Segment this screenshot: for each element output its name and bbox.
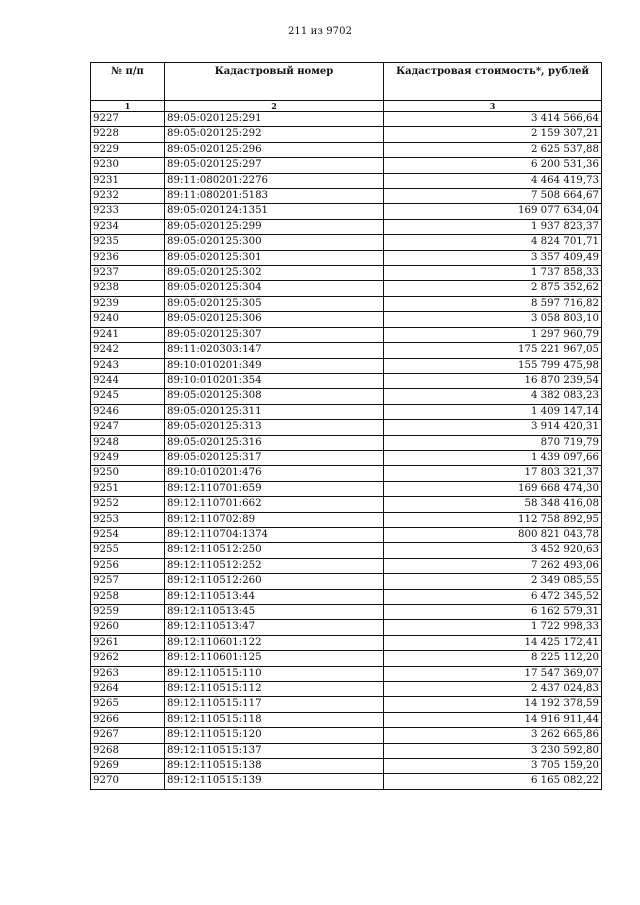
cadastral-number-cell: 89:11:020303:147 [165,343,384,358]
cadastral-number-cell: 89:12:110515:117 [165,697,384,712]
table-row [91,450,602,465]
cadastral-number-cell: 89:05:020125:317 [165,450,384,465]
cadastral-cost-cell: 1 409 147,14 [384,404,602,419]
table-row [91,235,602,250]
row-number-cell: 9266 [91,712,165,727]
table-row [91,204,602,219]
cadastral-cost-cell: 3 357 409,49 [384,250,602,265]
table-row [91,404,602,419]
cadastral-number-cell: 89:12:110512:260 [165,574,384,589]
column-number-row [91,101,602,112]
row-number-cell: 9265 [91,697,165,712]
row-number-cell: 9247 [91,420,165,435]
table-row [91,728,602,743]
row-number-cell: 9261 [91,635,165,650]
table-row [91,666,602,681]
cadastral-number-cell: 89:12:110513:45 [165,605,384,620]
cadastral-cost-cell: 4 824 701,71 [384,235,602,250]
cadastral-cost-cell: 6 162 579,31 [384,605,602,620]
cadastral-number-cell: 89:12:110513:47 [165,620,384,635]
table-row [91,343,602,358]
cadastral-number-cell: 89:12:110515:120 [165,728,384,743]
cadastral-cost-cell: 2 349 085,55 [384,574,602,589]
row-number-cell: 9240 [91,312,165,327]
table-row [91,774,602,789]
cadastral-cost-cell: 2 875 352,62 [384,281,602,296]
cadastral-value-table [90,62,602,790]
table-header-row [91,63,602,101]
row-number-cell: 9252 [91,497,165,512]
cadastral-number-cell: 89:12:110515:139 [165,774,384,789]
cadastral-cost-cell: 3 262 665,86 [384,728,602,743]
cadastral-cost-cell: 1 937 823,37 [384,219,602,234]
cadastral-number-cell: 89:05:020125:292 [165,127,384,142]
cadastral-cost-cell: 1 297 960,79 [384,327,602,342]
cadastral-number-cell: 89:11:080201:2276 [165,173,384,188]
cadastral-cost-cell: 7 262 493,06 [384,558,602,573]
row-number-cell: 9241 [91,327,165,342]
row-number-cell: 9262 [91,651,165,666]
cadastral-number-cell: 89:12:110515:118 [165,712,384,727]
cadastral-cost-cell: 112 758 892,95 [384,512,602,527]
cadastral-cost-cell: 6 165 082,22 [384,774,602,789]
cadastral-cost-cell: 155 799 475,98 [384,358,602,373]
table-row [91,497,602,512]
cadastral-number-cell: 89:05:020125:316 [165,435,384,450]
table-row [91,142,602,157]
cadastral-cost-cell: 3 452 920,63 [384,543,602,558]
row-number-cell: 9254 [91,527,165,542]
header-row-number: № п/п [91,63,165,101]
cadastral-number-cell: 89:05:020125:301 [165,250,384,265]
row-number-cell: 9229 [91,142,165,157]
cadastral-cost-cell: 3 705 159,20 [384,759,602,774]
cadastral-number-cell: 89:05:020125:291 [165,112,384,127]
table-row [91,574,602,589]
cadastral-number-cell: 89:05:020125:313 [165,420,384,435]
table-row [91,266,602,281]
row-number-cell: 9235 [91,235,165,250]
cadastral-number-cell: 89:05:020124:1351 [165,204,384,219]
table-row [91,620,602,635]
table-row [91,558,602,573]
cadastral-number-cell: 89:05:020125:302 [165,266,384,281]
table-row [91,219,602,234]
row-number-cell: 9242 [91,343,165,358]
cadastral-cost-cell: 169 077 634,04 [384,204,602,219]
cadastral-cost-cell: 1 439 097,66 [384,450,602,465]
cadastral-number-cell: 89:05:020125:296 [165,142,384,157]
table-row [91,420,602,435]
table-row [91,312,602,327]
cadastral-number-cell: 89:10:010201:354 [165,373,384,388]
table-row [91,189,602,204]
cadastral-cost-cell: 169 668 474,30 [384,481,602,496]
cadastral-cost-cell: 2 437 024,83 [384,682,602,697]
column-number-1: 1 [91,101,165,112]
row-number-cell: 9236 [91,250,165,265]
cadastral-number-cell: 89:11:080201:5183 [165,189,384,204]
row-number-cell: 9255 [91,543,165,558]
table-row [91,481,602,496]
row-number-cell: 9228 [91,127,165,142]
table-row [91,512,602,527]
cadastral-cost-cell: 870 719,79 [384,435,602,450]
cadastral-number-cell: 89:12:110515:137 [165,743,384,758]
row-number-cell: 9249 [91,450,165,465]
cadastral-cost-cell: 58 348 416,08 [384,497,602,512]
cadastral-cost-cell: 14 425 172,41 [384,635,602,650]
row-number-cell: 9251 [91,481,165,496]
cadastral-number-cell: 89:12:110515:112 [165,682,384,697]
row-number-cell: 9267 [91,728,165,743]
row-number-cell: 9248 [91,435,165,450]
cadastral-number-cell: 89:05:020125:299 [165,219,384,234]
row-number-cell: 9230 [91,158,165,173]
cadastral-cost-cell: 7 508 664,67 [384,189,602,204]
row-number-cell: 9231 [91,173,165,188]
cadastral-cost-cell: 3 058 803,10 [384,312,602,327]
cadastral-number-cell: 89:05:020125:307 [165,327,384,342]
row-number-cell: 9264 [91,682,165,697]
cadastral-cost-cell: 175 221 967,05 [384,343,602,358]
cadastral-cost-cell: 3 230 592,80 [384,743,602,758]
cadastral-number-cell: 89:12:110701:659 [165,481,384,496]
cadastral-number-cell: 89:12:110515:110 [165,666,384,681]
cadastral-number-cell: 89:05:020125:300 [165,235,384,250]
cadastral-number-cell: 89:12:110704:1374 [165,527,384,542]
cadastral-number-cell: 89:12:110512:252 [165,558,384,573]
row-number-cell: 9245 [91,389,165,404]
cadastral-number-cell: 89:10:010201:476 [165,466,384,481]
cadastral-number-cell: 89:12:110702:89 [165,512,384,527]
cadastral-number-cell: 89:12:110601:125 [165,651,384,666]
cadastral-cost-cell: 1 737 858,33 [384,266,602,281]
table-row [91,589,602,604]
row-number-cell: 9269 [91,759,165,774]
row-number-cell: 9270 [91,774,165,789]
cadastral-number-cell: 89:05:020125:305 [165,296,384,311]
row-number-cell: 9246 [91,404,165,419]
page-number: 211 из 9702 [287,26,353,37]
table-row [91,712,602,727]
table-row [91,158,602,173]
cadastral-number-cell: 89:05:020125:297 [165,158,384,173]
row-number-cell: 9227 [91,112,165,127]
cadastral-number-cell: 89:10:010201:349 [165,358,384,373]
table-row [91,389,602,404]
cadastral-cost-cell: 800 821 043,78 [384,527,602,542]
table-row [91,296,602,311]
row-number-cell: 9260 [91,620,165,635]
table-row [91,682,602,697]
cadastral-cost-cell: 6 200 531,36 [384,158,602,173]
table-row [91,605,602,620]
table-row [91,327,602,342]
table-row [91,527,602,542]
table-row [91,281,602,296]
cadastral-cost-cell: 3 914 420,31 [384,420,602,435]
cadastral-number-cell: 89:12:110515:138 [165,759,384,774]
column-number-3: 3 [384,101,602,112]
table-row [91,466,602,481]
table-row [91,127,602,142]
table-row [91,173,602,188]
cadastral-cost-cell: 16 870 239,54 [384,373,602,388]
cadastral-number-cell: 89:12:110512:250 [165,543,384,558]
table-row [91,635,602,650]
cadastral-cost-cell: 2 625 537,88 [384,142,602,157]
row-number-cell: 9243 [91,358,165,373]
row-number-cell: 9258 [91,589,165,604]
table-row [91,759,602,774]
table-row [91,743,602,758]
row-number-cell: 9250 [91,466,165,481]
table-row [91,250,602,265]
cadastral-cost-cell: 3 414 566,64 [384,112,602,127]
cadastral-number-cell: 89:05:020125:304 [165,281,384,296]
header-cadastral-cost: Кадастровая стоимость*, рублей [384,63,602,101]
table-row [91,435,602,450]
row-number-cell: 9234 [91,219,165,234]
column-number-2: 2 [165,101,384,112]
row-number-cell: 9256 [91,558,165,573]
cadastral-cost-cell: 8 597 716,82 [384,296,602,311]
row-number-cell: 9233 [91,204,165,219]
cadastral-cost-cell: 2 159 307,21 [384,127,602,142]
row-number-cell: 9237 [91,266,165,281]
row-number-cell: 9257 [91,574,165,589]
cadastral-number-cell: 89:12:110513:44 [165,589,384,604]
cadastral-number-cell: 89:12:110701:662 [165,497,384,512]
row-number-cell: 9232 [91,189,165,204]
cadastral-number-cell: 89:12:110601:122 [165,635,384,650]
table-row [91,651,602,666]
table-row [91,543,602,558]
cadastral-number-cell: 89:05:020125:306 [165,312,384,327]
table-row [91,358,602,373]
cadastral-cost-cell: 14 192 378,59 [384,697,602,712]
table-row [91,112,602,127]
row-number-cell: 9268 [91,743,165,758]
cadastral-cost-cell: 17 547 369,07 [384,666,602,681]
row-number-cell: 9259 [91,605,165,620]
row-number-cell: 9244 [91,373,165,388]
cadastral-cost-cell: 8 225 112,20 [384,651,602,666]
cadastral-cost-cell: 1 722 998,33 [384,620,602,635]
cadastral-cost-cell: 6 472 345,52 [384,589,602,604]
row-number-cell: 9253 [91,512,165,527]
row-number-cell: 9239 [91,296,165,311]
table-body [91,112,602,790]
cadastral-cost-cell: 4 464 419,73 [384,173,602,188]
header-cadastral-number: Кадастровый номер [165,63,384,101]
table-row [91,697,602,712]
row-number-cell: 9238 [91,281,165,296]
cadastral-cost-cell: 4 382 083,23 [384,389,602,404]
row-number-cell: 9263 [91,666,165,681]
cadastral-cost-cell: 14 916 911,44 [384,712,602,727]
cadastral-cost-cell: 17 803 321,37 [384,466,602,481]
cadastral-number-cell: 89:05:020125:311 [165,404,384,419]
cadastral-number-cell: 89:05:020125:308 [165,389,384,404]
table-row [91,373,602,388]
